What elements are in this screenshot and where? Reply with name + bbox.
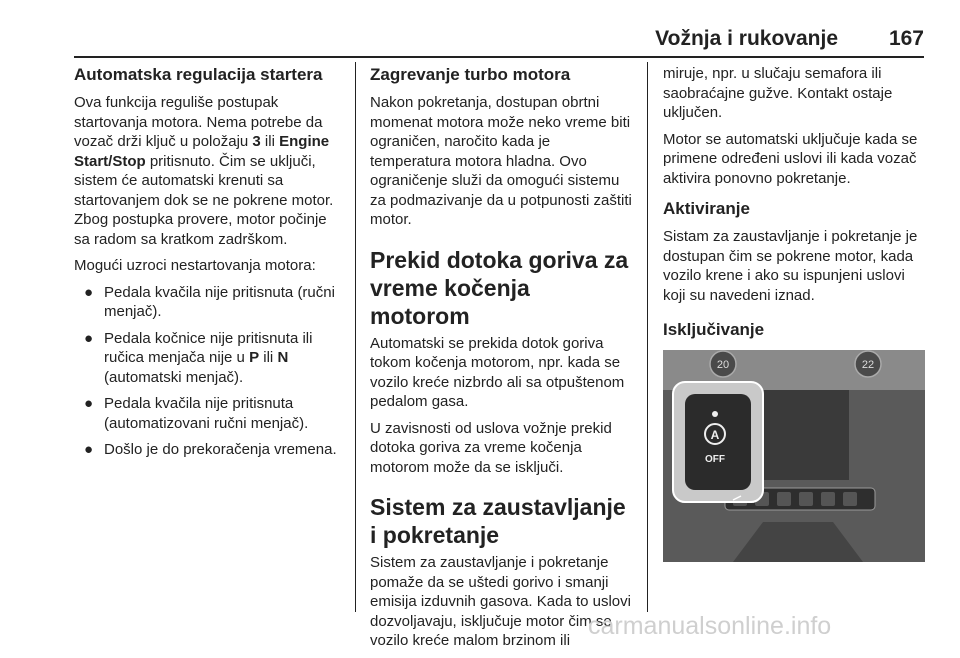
page-header [74, 27, 924, 57]
off-label: OFF [705, 454, 725, 465]
text-fragment: ili [260, 133, 280, 150]
header-rule [74, 56, 924, 58]
bullet-icon: ● [84, 395, 94, 412]
paragraph-stop-start: Sistem za zaustavljanje i pokretanje pomaže da se uštedi gorivo i smanji emisija izduvnih gasova. Kada to uslovi dozvoljavaju, isključuje motor čim se vozilo kreće malom brzinom ili [370, 554, 631, 649]
gear-p-label: P [249, 349, 260, 366]
list-item-text: Došlo je do prekoračenja vremena. [104, 441, 337, 458]
console-button [821, 492, 835, 506]
list-item [74, 283, 342, 322]
key-position-3: 3 [252, 133, 261, 150]
paragraph-turbo: Nakon pokretanja, dostupan obrtni momenat motora može neko vreme biti ograničen, naročito kada je temperatura motora hladna. Ovo ograničenje služi da omogući sistemu za podmazivanje da u potpunosti zaštiti motor. [370, 94, 632, 228]
engine-start-stop-label: Engine Start/Stop [74, 133, 330, 170]
paragraph-auto-restart: Motor se automatski uključuje kada se primene određeni uslovi ili kada vozač aktivira ponovno pokretanje. [663, 130, 918, 187]
causes-list [74, 283, 342, 460]
paragraph-causes: Mogući uzroci nestartovanja motora: [74, 257, 316, 274]
column-divider-2 [647, 62, 648, 612]
column-1 [74, 64, 342, 467]
list-item-text: Pedala kvačila nije pritisnuta (ručni menjač). [104, 283, 335, 320]
gear-n-label: N [277, 349, 289, 366]
text-fragment: Ova funkcija reguliše postupak startovanja motora. Nema potrebe da vozač drži ključ u položaju [74, 94, 323, 150]
heading-turbo-warmup: Zagrevanje turbo motora [370, 65, 571, 84]
list-item-text: Pedala kočnice nije pritisnuta ili ručica menjača nije u [104, 329, 313, 366]
heading-fuel-cutoff: Prekid dotoka goriva za vreme kočenja motorom [370, 246, 629, 329]
paragraph-fuel-cutoff-disable: U zavisnosti od uslova vožnje prekid dotoka goriva za vreme kočenja motorom može da se isključi. [370, 419, 612, 476]
column-2 [370, 64, 634, 658]
paragraph-activation: Sistam za zaustavljanje i pokretanje je dostupan čim se pokrene motor, kada vozilo krene i ako su ispunjeni uslovi koji su navedeni iznad. [663, 228, 918, 304]
list-item-text: (automatski menjač). [104, 368, 244, 386]
text-fragment: pritisnuto. Čim se uključi, sistem će automatski krenuti sa startovanjem dok se ne pokrene motor. Zbog postupka provere, motor počinje sa radom sa kratkom zadrškom. [74, 152, 334, 248]
heading-auto-starter: Automatska regulacija startera [74, 65, 323, 84]
bullet-icon: ● [84, 441, 94, 458]
list-item [74, 394, 342, 433]
temp-right-label: 22 [861, 359, 875, 371]
heading-activation: Aktiviranje [663, 199, 750, 218]
paragraph-fuel-cutoff: Automatski se prekida dotok goriva tokom kočenja motorom, npr. kada se vozilo kreće nizbrdo ali sa otpuštenom pedalom gasa. [370, 334, 625, 410]
list-item-text: ili [259, 349, 278, 366]
heading-deactivation: Isključivanje [663, 320, 765, 339]
bullet-icon: ● [84, 283, 94, 301]
dashboard-illustration [663, 350, 925, 562]
column-3 [663, 64, 925, 562]
console-button [777, 492, 791, 506]
bullet-icon: ● [84, 329, 94, 347]
page-number: 167 [888, 27, 924, 50]
list-item-text: Pedala kvačila nije pritisnuta (automatizovani ručni menjač). [104, 395, 309, 432]
paragraph-stop-start-cont: miruje, npr. u slučaju semafora ili saobraćajne gužve. Kontakt ostaje uključen. [663, 65, 893, 121]
paragraph-starter-description [74, 93, 342, 249]
list-item [74, 440, 342, 460]
stop-start-button-figure [663, 350, 925, 562]
temp-left-label: 20 [716, 359, 730, 371]
watermark: carmanualsonline.info [588, 612, 832, 640]
heading-stop-start: Sistem za zaustavljanje i pokretanje [370, 494, 626, 548]
column-divider-1 [355, 62, 356, 612]
console-button [799, 492, 813, 506]
console-button [843, 492, 857, 506]
section-title: Vožnja i rukovanje [655, 27, 838, 50]
stop-start-symbol: A [710, 428, 720, 442]
list-item [74, 329, 342, 388]
